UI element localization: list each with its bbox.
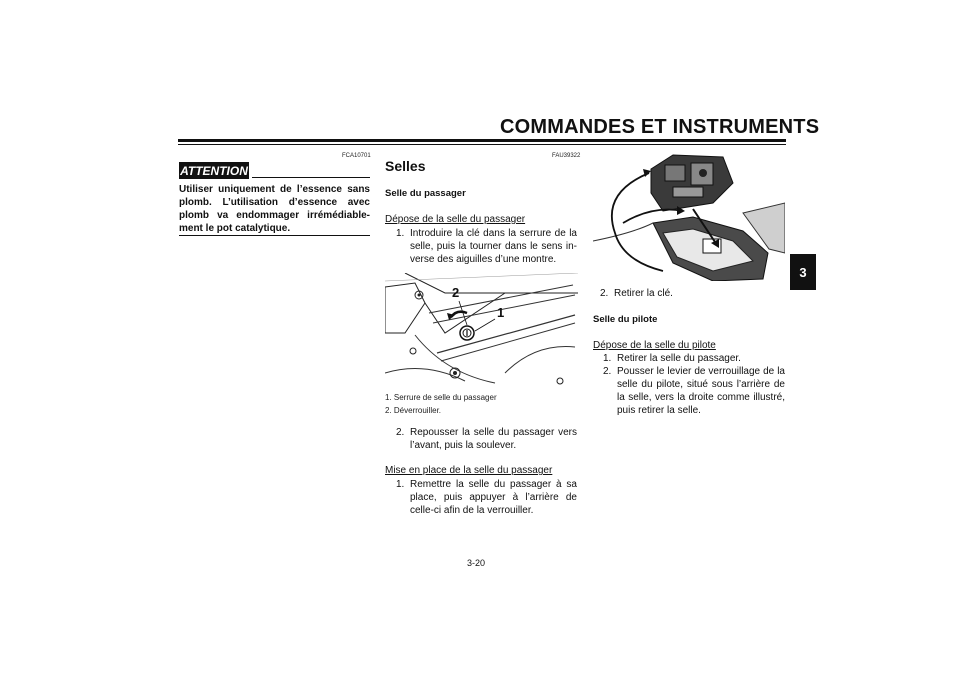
step-text: Introduire la clé dans la serrure de la selle, puis la tourner dans le sens in-verse des aiguilles d’une montre.	[410, 228, 577, 265]
header-rule	[178, 139, 786, 142]
step-text: Remettre la selle du passager à sa place, puis appuyer à l’arrière de celle-ci afin de la verrouiller.	[410, 479, 577, 516]
attention-text: Utiliser uniquement de l’essence sans plomb. L’utilisation d’essence avec plomb va endommager irrémédiable-ment le pot catalytique.	[179, 184, 370, 234]
rider-removal-step-1	[603, 352, 785, 365]
passenger-seat-lock-illustration	[385, 273, 578, 388]
figure-caption-2: 2. Déverrouiller.	[385, 406, 442, 415]
attention-badge: ATTENTION	[180, 163, 248, 178]
seat-underside-figure	[593, 153, 785, 281]
figure-callout-2: 2	[452, 285, 460, 300]
step-text: Pousser le levier de verrouillage de la selle du pilote, situé sous l’arrière de la selle, vers la droite comme illustré, puis retirer la selle.	[617, 366, 785, 416]
step-text: Retirer la clé.	[614, 288, 673, 299]
step-number: 1.	[396, 228, 405, 239]
passenger-removal-heading: Dépose de la selle du passager	[385, 214, 526, 225]
seat-underside-illustration	[593, 153, 785, 281]
attention-code: FCA10701	[342, 153, 371, 159]
attention-bottom-rule	[179, 235, 370, 236]
chapter-tab: 3	[790, 254, 816, 290]
rider-removal-step-2	[603, 365, 785, 417]
passenger-removal-step-2	[396, 426, 577, 452]
figure-caption-1: 1. Serrure de selle du passager	[385, 393, 497, 402]
passenger-install-step-2	[600, 287, 785, 300]
passenger-install-step-1	[396, 478, 577, 517]
figure-callout-1: 1	[497, 305, 505, 320]
step-number: 2.	[603, 366, 612, 377]
step-number: 2.	[600, 288, 609, 299]
step-text: Retirer la selle du passager.	[617, 353, 741, 364]
step-number: 2.	[396, 427, 405, 438]
section-code: FAU39322	[552, 153, 581, 159]
passenger-seat-lock-figure	[385, 273, 578, 388]
rider-removal-heading: Dépose de la selle du pilote	[593, 340, 716, 351]
section-title: Selles	[385, 158, 426, 174]
step-number: 1.	[396, 479, 405, 490]
passenger-install-heading: Mise en place de la selle du passager	[385, 465, 553, 476]
page-number: 3-20	[467, 558, 486, 568]
passenger-seat-title: Selle du passager	[385, 188, 466, 199]
step-number: 1.	[603, 353, 612, 364]
header-rule-thin	[178, 144, 786, 145]
page-header-title: COMMANDES ET INSTRUMENTS	[500, 116, 820, 138]
passenger-removal-step-1	[396, 227, 577, 266]
attention-top-rule	[252, 177, 370, 178]
step-text: Repousser la selle du passager vers l’avant, puis la soulever.	[410, 427, 577, 451]
rider-seat-title: Selle du pilote	[593, 314, 658, 325]
